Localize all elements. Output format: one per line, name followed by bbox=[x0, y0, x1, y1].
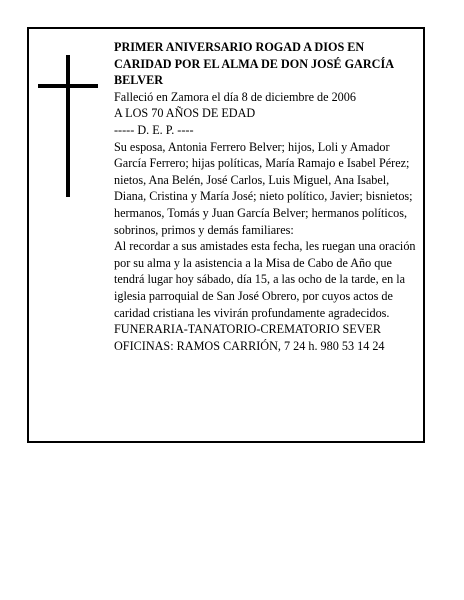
cross-icon bbox=[66, 55, 70, 197]
rip-line: ----- D. E. P. ---- bbox=[114, 122, 194, 137]
notice-heading: PRIMER ANIVERSARIO ROGAD A DIOS EN CARIDAD POR EL ALMA DE DON JOSÉ GARCÍA BELVER bbox=[114, 40, 394, 88]
age-line: A LOS 70 AÑOS DE EDAD bbox=[114, 106, 256, 121]
death-info: Falleció en Zamora el día 8 de diciembre de 2006 bbox=[114, 89, 356, 104]
family-paragraph: Su esposa, Antonia Ferrero Belver; hijos, Loli y Amador García Ferrero; hijas políticas, María Ramajo e Isabel Pérez; nietos, Ana Belén, José Carlos, Luis Miguel, Ana Isabel, Diana, Cristina y María José; nieto político, Javier; bisnietos; hermanos, Tomás y Juan García Belver; hermanos políticos, sobrinos, primos y demás familiares: bbox=[114, 139, 413, 237]
funeral-home-name: FUNERARIA-TANATORIO-CREMATORIO SEVER bbox=[114, 322, 382, 337]
cross-icon-bar bbox=[38, 84, 98, 88]
mass-request-paragraph: Al recordar a sus amistades esta fecha, les ruegan una oración por su alma y la asistencia a la Misa de Cabo de Año que tendrá lugar hoy sábado, día 15, a las ocho de la tarde, en la iglesia parroquial de San José Obrero, por cuyos actos de caridad cristiana les vivirán profundamente agradecidos. bbox=[114, 239, 416, 320]
notice-text bbox=[114, 39, 424, 354]
funeral-home-offices: OFICINAS: RAMOS CARRIÓN, 7 24 h. 980 53 14 24 bbox=[114, 338, 385, 353]
